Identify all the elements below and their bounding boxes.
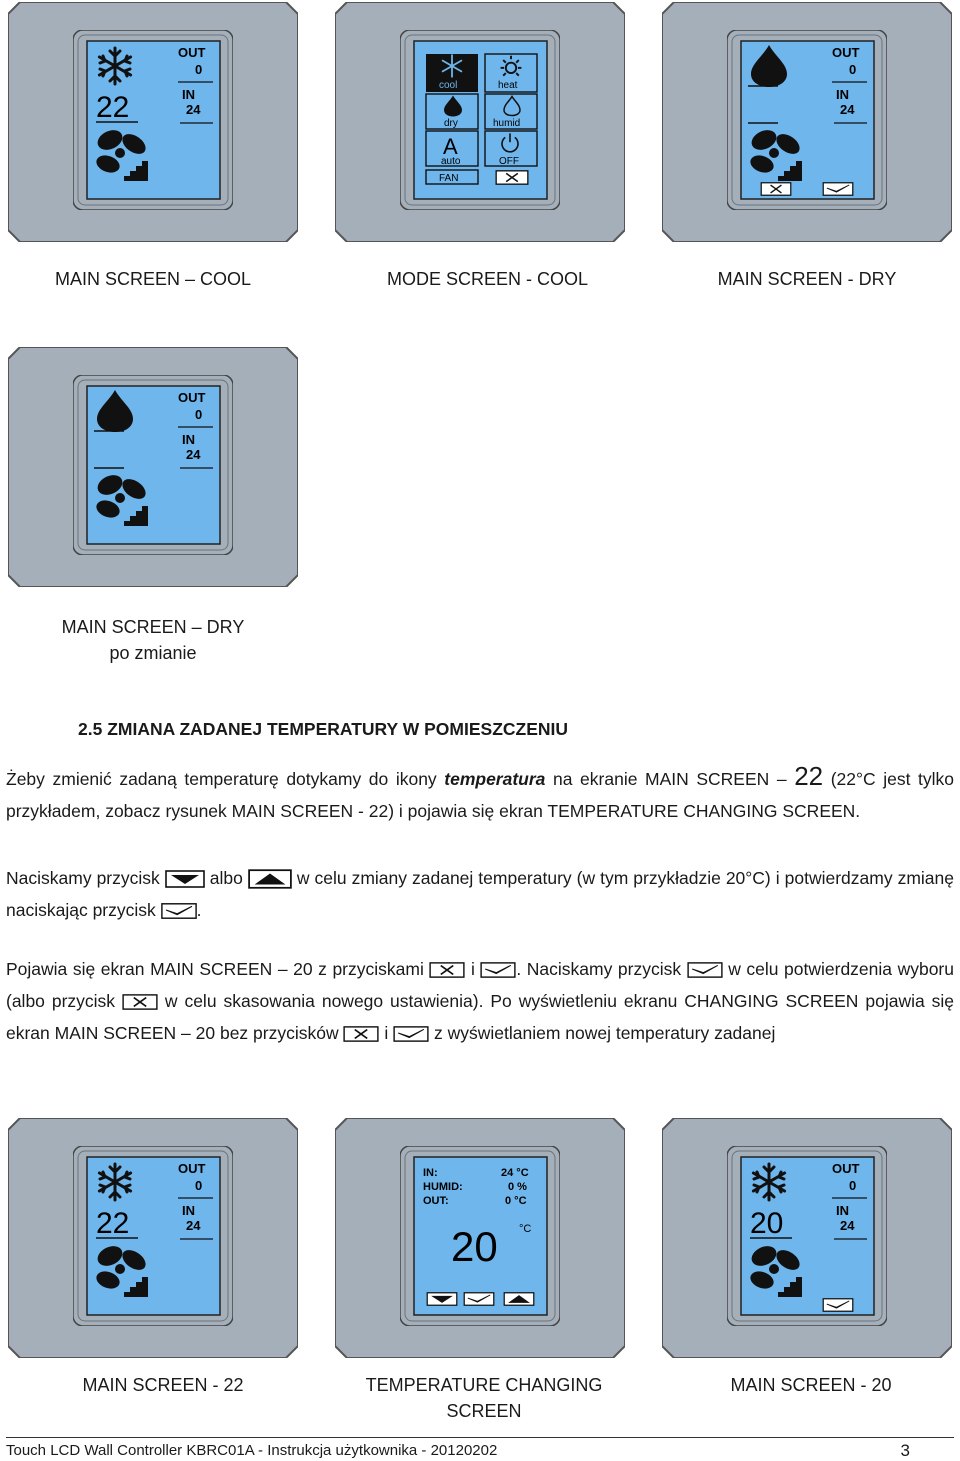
main-screen-dry-after-figure	[8, 347, 298, 587]
confirm-button-icon	[393, 1026, 429, 1042]
svg-text:OUT: OUT	[832, 1161, 860, 1176]
caption-main-screen-20: MAIN SCREEN - 20	[730, 1375, 892, 1395]
caption-main-screen-22: MAIN SCREEN - 22	[82, 1375, 244, 1395]
confirm-button-icon	[161, 902, 197, 920]
svg-text:humid: humid	[493, 118, 521, 129]
svg-text:0: 0	[195, 1178, 203, 1193]
section-heading: 2.5 ZMIANA ZADANEJ TEMPERATURY W POMIESZCZENIU	[78, 719, 569, 739]
svg-text:dry: dry	[444, 118, 458, 129]
svg-text:auto: auto	[441, 156, 461, 167]
up-button-icon	[248, 869, 292, 889]
paragraph-2: Naciskamy przycisk albo w celu zmiany zadanej temperatury (w tym przykładzie 20°C) i potwierdzamy zmianę naciskając przycisk .	[6, 868, 954, 920]
svg-text:heat: heat	[498, 80, 518, 91]
svg-text:IN: IN	[182, 1203, 195, 1218]
set-temperature: 22	[96, 91, 130, 124]
caption-main-screen-dry-after: MAIN SCREEN – DRY po zmianie	[61, 617, 245, 663]
svg-text:OUT: OUT	[178, 45, 206, 60]
svg-text:IN: IN	[836, 87, 849, 102]
svg-text:°C: °C	[519, 1223, 532, 1235]
svg-text:0 °C: 0 °C	[505, 1195, 527, 1207]
svg-text:24: 24	[186, 447, 201, 462]
svg-text:cool: cool	[439, 80, 458, 91]
page-number: 3	[900, 1441, 910, 1460]
main-screen-dry-figure	[662, 2, 952, 242]
svg-text:0: 0	[849, 1178, 857, 1193]
footer-text: Touch LCD Wall Controller KBRC01A - Instrukcja użytkownika - 20120202	[6, 1442, 498, 1459]
svg-text:0: 0	[195, 407, 203, 422]
paragraph-1: Żeby zmienić zadaną temperaturę dotykamy do ikony temperatura na ekranie MAIN SCREEN – 22 (22°C jest tylko przykładem, zobacz rysunek MAIN SCREEN - 22) i pojawia się ekran TEMPERATURE CHANGING SCREEN.	[6, 761, 954, 821]
caption-main-screen-cool: MAIN SCREEN – COOL	[54, 269, 252, 289]
svg-text:OUT: OUT	[178, 1161, 206, 1176]
mode-screen-cool-figure	[335, 2, 625, 242]
cancel-button-icon	[343, 1026, 379, 1042]
svg-text:0: 0	[849, 62, 857, 77]
svg-text:HUMID:: HUMID:	[423, 1181, 463, 1193]
svg-text:24 °C: 24 °C	[501, 1167, 529, 1179]
svg-text:0 %: 0 %	[508, 1181, 527, 1193]
svg-text:IN:: IN:	[423, 1167, 438, 1179]
svg-text:24: 24	[186, 1218, 201, 1233]
svg-text:IN: IN	[836, 1203, 849, 1218]
svg-text:24: 24	[840, 102, 855, 117]
svg-text:24: 24	[186, 102, 201, 117]
svg-text:0: 0	[195, 62, 203, 77]
main-screen-22-figure	[8, 1118, 298, 1358]
svg-text:OUT: OUT	[832, 45, 860, 60]
confirm-button-icon	[480, 962, 516, 978]
svg-text:FAN: FAN	[439, 173, 459, 184]
caption-mode-screen-cool: MODE SCREEN - COOL	[386, 269, 589, 289]
svg-text:OUT: OUT	[178, 390, 206, 405]
svg-text:IN: IN	[182, 432, 195, 447]
footer	[6, 1437, 954, 1459]
svg-text:A: A	[443, 134, 458, 159]
paragraph-3: Pojawia się ekran MAIN SCREEN – 20 z przyciskami i . Naciskamy przycisk w celu potwierdzenia wyboru (albo przycisk w celu skasowania nowego ustawienia). Po wyświetleniu ekranu CHANGING SCREEN pojawia się ekran MAIN SCREEN – 20 bez przycisków i z wyświetlaniem nowej temperatury zadanej	[6, 959, 954, 1043]
svg-text:OUT:: OUT:	[423, 1195, 449, 1207]
svg-text:20: 20	[451, 1223, 498, 1270]
main-screen-20-figure	[662, 1118, 952, 1358]
caption-main-screen-dry: MAIN SCREEN - DRY	[717, 269, 897, 289]
svg-text:22: 22	[96, 1207, 130, 1240]
svg-text:20: 20	[750, 1207, 784, 1240]
down-button-icon	[165, 870, 205, 888]
svg-text:24: 24	[840, 1218, 855, 1233]
temperature-changing-screen-figure	[335, 1118, 625, 1358]
cancel-button-icon	[429, 962, 465, 978]
main-screen-cool-figure	[8, 2, 298, 242]
confirm-button-icon	[687, 962, 723, 978]
svg-text:IN: IN	[182, 87, 195, 102]
svg-text:OFF: OFF	[499, 156, 519, 167]
cancel-button-icon	[122, 994, 158, 1010]
caption-temperature-changing: TEMPERATURE CHANGING SCREEN	[365, 1375, 603, 1421]
